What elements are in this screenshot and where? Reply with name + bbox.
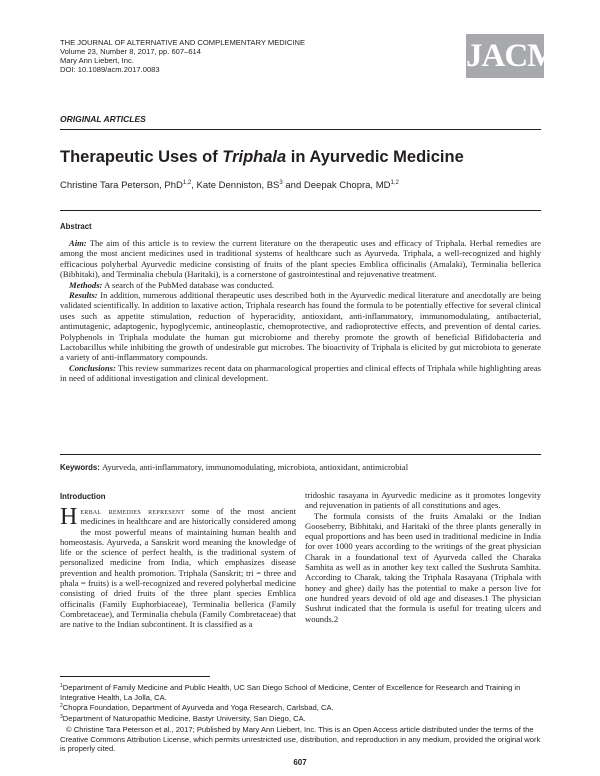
abstract-aim	[60, 238, 541, 280]
author-sep: ,	[191, 180, 197, 191]
journal-name: THE JOURNAL OF ALTERNATIVE AND COMPLEMENTARY MEDICINE	[60, 38, 306, 47]
abstract-methods	[60, 280, 541, 290]
author-2: Kate Denniston, BS	[196, 180, 280, 191]
title-post: in Ayurvedic Medicine	[286, 148, 464, 166]
abstract-rule-top	[60, 210, 541, 211]
article-title	[60, 148, 464, 167]
section-rule	[60, 129, 541, 130]
intro-paragraph-2: The formula consists of the fruits Amalaki or the Indian Gooseberry, Bibhitaki, and Haritaki of the three plants generally in equal proportions and has been used in traditional medicine in India for over 1000 years according to the writings of the great physician Charak in a foundational text of Ayurveda called the Charaka Samhita as well as in another key text called the Sushruta Samhita. According to Charak, taking the Triphala Rasayana (Triphala with honey and ghee) daily has the potential to make a person live for one hundred years devoid of old age and diseases.1 The physician Sushrut indicated that the formula is useful for treating ulcers and wounds.2	[305, 510, 541, 624]
journal-logo: JACM	[466, 34, 544, 78]
methods-text: A search of the PubMed database was conducted.	[104, 279, 275, 290]
conclusions-label: Conclusions:	[69, 362, 116, 373]
abstract-heading: Abstract	[60, 222, 92, 231]
journal-publisher: Mary Ann Liebert, Inc.	[60, 56, 134, 65]
affiliation-marker: 1	[60, 683, 63, 689]
author-1: Christine Tara Peterson, PhD	[60, 180, 183, 191]
results-text: In addition, numerous additional therapeutic uses described both in the Ayurvedic medical literature and anecdotally are being validated scientifically. In addition to laxative action, Triphala research has found the formula to be potentially effective for several clinical uses such as appetite stimulation, reduction of hyperacidity, antioxidant, anti-inflammatory, immunomodulating, antibacterial, antimutagenic, adaptogenic, hypoglycemic, antineoplastic, chemoprotective, and radioprotective effects, and prevention of dental caries. Polyphenols in Triphala modulate the human gut microbiome and thereby promote the growth of beneficial Bifidobacteria and Lactobacillus while inhibiting the growth of undesirable gut microbes. The bioactivity of Triphala is elicited by gut microbiota to generate a variety of anti-inflammatory compounds.	[60, 290, 541, 363]
keywords-text: Ayurveda, anti-inflammatory, immunomodulating, microbiota, antioxidant, antimicrobial	[102, 462, 409, 472]
title-pre: Therapeutic Uses of	[60, 148, 223, 166]
title-italic: Triphala	[222, 148, 287, 166]
drop-cap: H	[60, 504, 78, 530]
abstract-body	[60, 238, 541, 384]
abstract-rule-bottom	[60, 454, 541, 455]
affiliation-2	[60, 702, 541, 713]
affiliation-marker: 2	[60, 703, 63, 709]
journal-doi: DOI: 10.1089/acm.2017.0083	[60, 65, 160, 74]
lead-smallcaps: erbal remedies represent	[80, 506, 185, 516]
intro-column-right	[305, 490, 541, 624]
affiliation-1	[60, 682, 541, 702]
results-label: Results:	[69, 290, 98, 301]
author-3: Deepak Chopra, MD	[303, 180, 391, 191]
keywords-label: Keywords:	[60, 463, 100, 472]
keywords	[60, 462, 541, 472]
affiliation-text: Department of Naturopathic Medicine, Bastyr University, San Diego, CA.	[62, 713, 306, 723]
footnote-rule	[60, 676, 210, 677]
abstract-results	[60, 290, 541, 363]
author-list	[60, 180, 399, 191]
license-notice: © Christine Tara Peterson et al., 2017; Published by Mary Ann Liebert, Inc. This is an Open Access article distributed under the terms of the Creative Commons Attribution License, which permits unrestricted use, distribution, and reproduction in any medium, provided the original work is properly cited.	[60, 725, 541, 753]
section-label: ORIGINAL ARTICLES	[60, 114, 146, 124]
aim-label: Aim:	[69, 238, 87, 248]
aim-text: The aim of this article is to review the current literature on the therapeutic uses and efficacy of Triphala. Herbal remedies are among the most ancient medicines used in traditional systems of healthcare such as Ayurveda. Triphala, a well-recognized and highly efficacious polyherbal Ayurvedic medicine consisting of fruits of the plant species Emblica officinalis (Amalaki), Terminalia bellerica (Bibhitaki), and Terminalia chebula (Haritaki), is a cornerstone of gastrointestinal and rejuvenative treatment.	[60, 238, 541, 280]
methods-label: Methods:	[69, 279, 103, 290]
author-3-affil: 1,2	[390, 180, 399, 186]
introduction-heading: Introduction	[60, 492, 106, 501]
intro-text-left: some of the most ancient medicines in healthcare and are historically considered among the most powerful means of maintaining human health and homeostasis. Ayurveda, a Sanskrit word meaning the knowledge of life or the science of perfect health, is the traditional system of personalized medicine from India, which emphasizes disease prevention and health promotion. Triphala (Sanskrit; tri = three and phala = fruits) is a well-recognized and revered polyherbal medicine consisting of dried fruits of the three plant species Emblica officinalis (Family Euphorbiaceae), Terminalia bellerica (Family Combretaceae), and Terminalia chebula (Family Combretaceae) that are native to the Indian subcontinent. It is classified as a	[60, 506, 296, 630]
affiliation-marker: 3	[60, 713, 63, 720]
affiliations	[60, 682, 541, 723]
author-sep: and	[282, 180, 304, 191]
conclusions-text: This review summarizes recent data on pharmacological properties and clinical effects of Triphala while highlighting areas in need of additional investigation and clinical development.	[60, 362, 541, 384]
affiliation-3	[60, 713, 541, 724]
author-2-affil: 3	[279, 180, 283, 186]
journal-info	[60, 38, 305, 74]
author-1-affil: 1,2	[182, 180, 192, 186]
page-number: 607	[293, 758, 307, 767]
affiliation-text: Chopra Foundation, Department of Ayurveda and Yoga Research, Carlsbad, CA.	[62, 703, 334, 712]
intro-paragraph	[60, 506, 296, 630]
intro-column-left	[60, 506, 296, 630]
intro-paragraph-continued: tridoshic rasayana in Ayurvedic medicine as it promotes longevity and rejuvenation in patients of all constitutions and ages.	[305, 490, 541, 511]
abstract-conclusions	[60, 363, 541, 384]
affiliation-text: Department of Family Medicine and Public Health, UC San Diego School of Medicine, Center of Excellence for Research and Training in Integrative Health, La Jolla, CA.	[60, 683, 521, 702]
journal-volume: Volume 23, Number 8, 2017, pp. 607–614	[60, 47, 202, 56]
